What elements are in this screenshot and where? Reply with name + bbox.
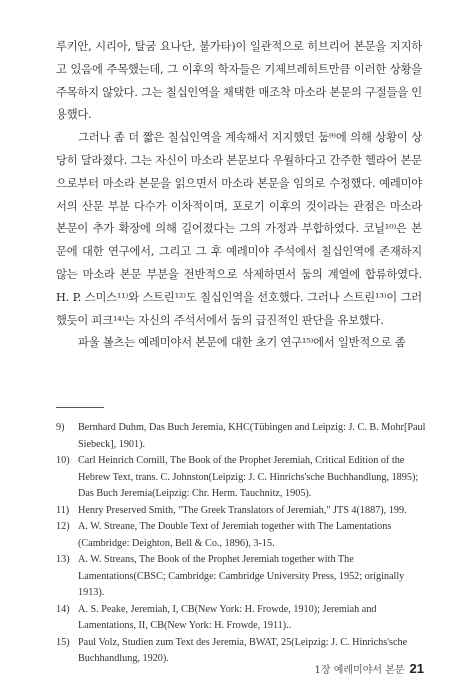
footnote-number: 12) [56, 521, 70, 532]
footnote-10 [56, 453, 428, 503]
running-footer [315, 661, 424, 676]
footnote-9 [56, 420, 428, 453]
footnote-text: A. W. Streans, The Book of the Prophet Jeremiah together with The Lamentations(CBSC; Cambridge: Cambridge University Press, 1952; originally 1913). [78, 554, 405, 598]
footnote-text: Henry Preserved Smith, "The Greek Translators of Jeremiah," JTS 4(1887), 199. [78, 504, 407, 516]
footnote-text: Carl Heinrich Cornill, The Book of the Prophet Jeremiah, Critical Edition of the Hebrew Text, trans. C. Johnston(Leipzig: J. C. Hinrichs'sche Buchhandlung, 1895); Das Buch Jeremia(Leipzig: Chr. Herm. Tauchnitz, 1905). [78, 455, 419, 499]
page-number: 21 [409, 661, 424, 676]
footnotes [56, 420, 428, 668]
footnote-11 [56, 503, 428, 520]
footnote-14 [56, 602, 428, 635]
footnote-text: A. W. Streane, The Double Text of Jeremiah together with The Lamentations (Cambridge: Deighton, Bell & Co., 1896), 3-15. [78, 521, 392, 549]
footnote-number: 15) [56, 636, 70, 648]
footnote-number: 9) [56, 422, 65, 433]
paragraph-2: 그러나 좀 더 짧은 칠십인역을 계속해서 지지했던 둠⁹⁾에 의해 상황이 상당히 달라졌다. 그는 자신이 마소라 본문보다 우월하다고 간주한 헬라어 본문으로부터 마소라 본문을 읽으면서 마소라 본문을 임의로 수정했다. 예레미야서의 산문 부분 다수가 이차적이며, 포로기 이후의 것이라는 관점은 마소라 본문이 추가 확장에 의해 길어졌다는 그의 가정과 부합하였다. 코닐¹⁰⁾은 본문에 대한 연구에서, 그리고 그 후 예레미야 주석에서 칠십인역에 존재하지 않는 마소라 본문 부분을 전반적으로 삭제하면서 둠의 계열에 합류하였다. H. P. 스미스¹¹⁾와 스트린¹²⁾도 칠십인역을 선호했다. 그러나 스트린¹³⁾이 그러했듯이 피크¹⁴⁾는 자신의 주석서에서 둠의 급진적인 판단을 유보했다. [56, 131, 423, 327]
footnote-text: Bernhard Duhm, Das Buch Jeremia, KHC(Tübingen and Leipzig: J. C. B. Mohr[Paul Siebeck], 1901). [78, 422, 426, 450]
paragraph-1: 루키안, 시리아, 탈굼 요나단, 불가타)이 일관적으로 히브리어 본문을 지지하고 있음에 주목했는데, 그 이후의 학자들은 기제브레히트만큼 이러한 상황을 주목하지 않았다. 그는 칠십인역을 채택한 매조착 마소라 본문의 구절들을 인용했다. [56, 40, 423, 122]
footnote-number: 10) [56, 455, 70, 466]
body-text [56, 36, 422, 355]
footnote-text: Paul Volz, Studien zum Text des Jeremia, BWAT, 25(Leipzig: J. C. Hinrichs'sche Buchhandlung, 1920). [78, 636, 408, 664]
footnote-13 [56, 552, 428, 602]
footnote-number: 11) [56, 504, 70, 516]
chapter-title: 1장 예레미야서 본문 [314, 665, 405, 676]
footnote-number: 14) [56, 603, 70, 615]
paragraph-3: 파울 볼츠는 예레미야서 본문에 대한 초기 연구¹⁵⁾에서 일반적으로 좀 [78, 336, 406, 350]
footnote-separator [56, 407, 104, 408]
footnote-12 [56, 519, 428, 552]
footnote-text: A. S. Peake, Jeremiah, I, CB(New York: H. Frowde, 1910); Jeremiah and Lamentations, II, CB(New York: H. Frowde, 1911).. [78, 603, 377, 631]
footnote-number: 13) [56, 554, 70, 565]
